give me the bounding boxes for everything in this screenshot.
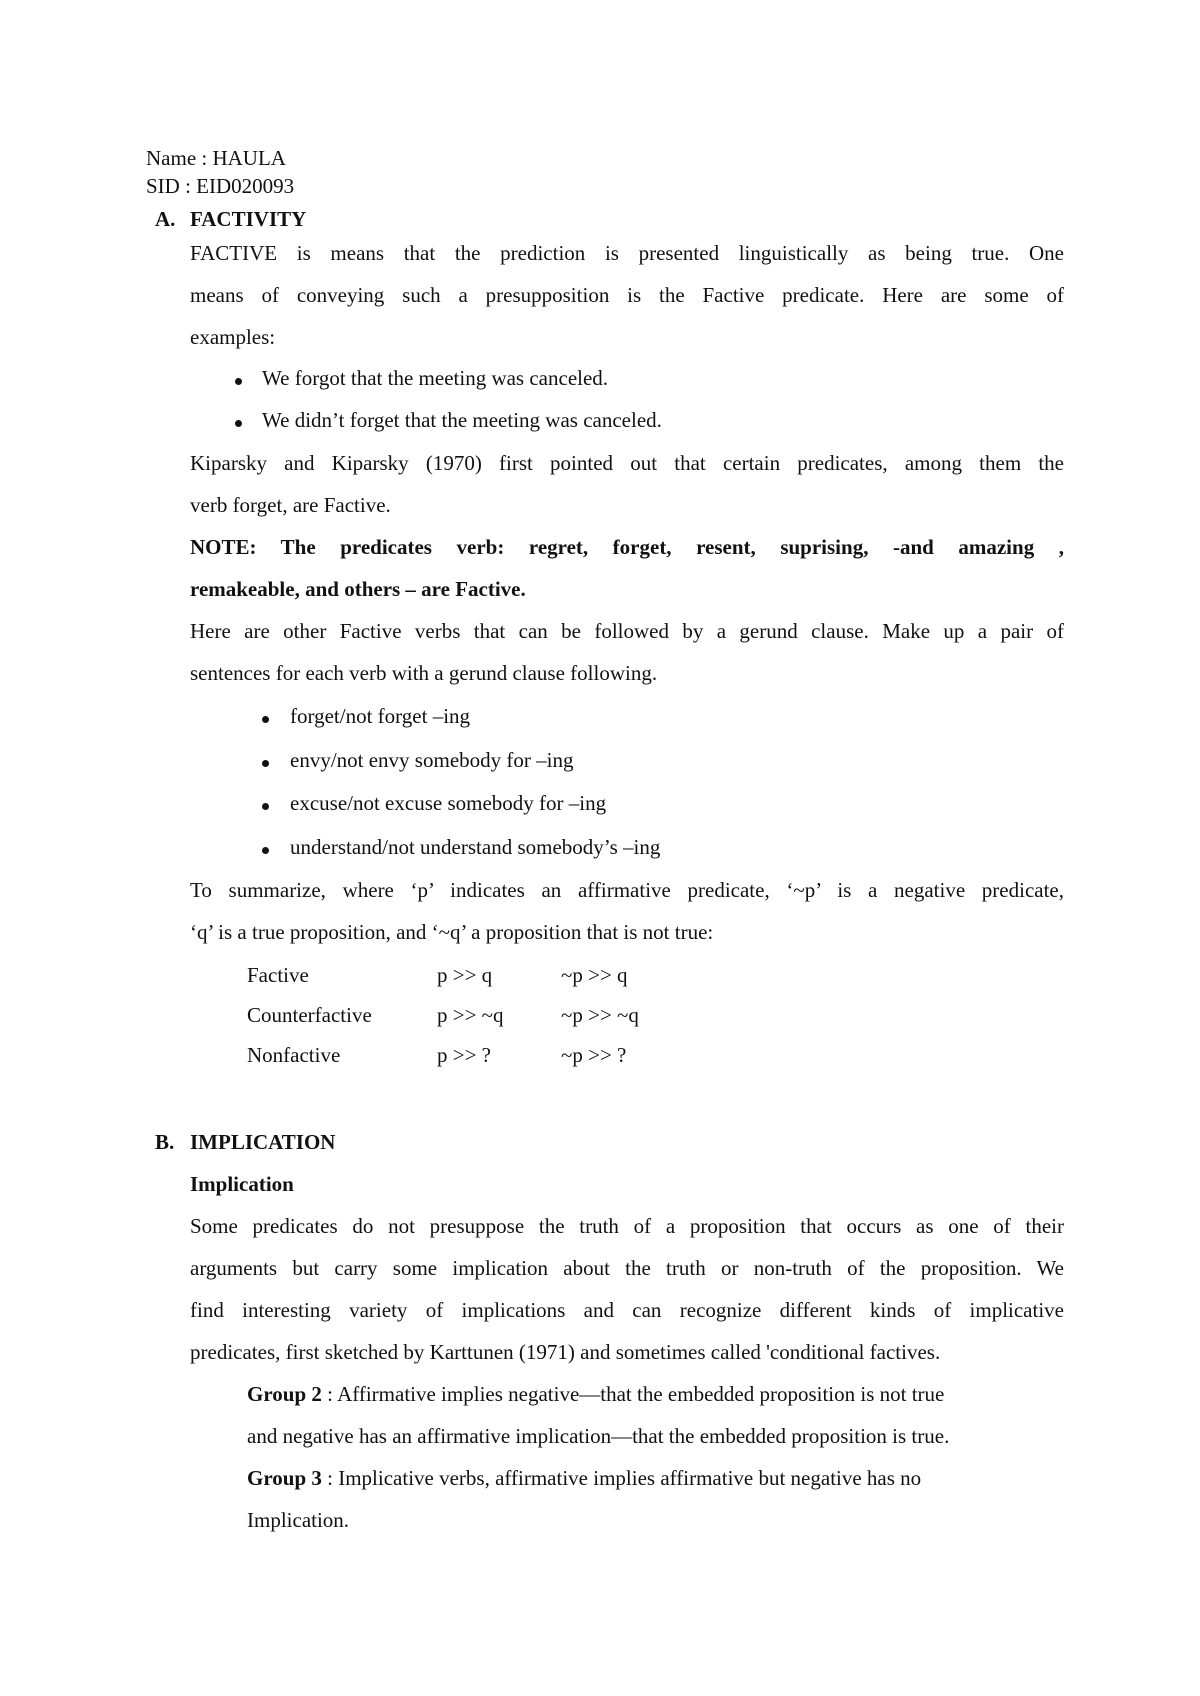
group2-line1 xyxy=(247,1382,1064,1407)
section-a-title: FACTIVITY xyxy=(190,207,307,231)
table-row-label: Factive xyxy=(247,963,309,987)
verb-item: excuse/not excuse somebody for –ing xyxy=(290,791,607,815)
verb-item: envy/not envy somebody for –ing xyxy=(290,748,574,772)
section-b-para1-line4: predicates, first sketched by Karttunen (1971) and sometimes called 'conditional factives. xyxy=(190,1340,941,1364)
group2-text: : Affirmative implies negative—that the embedded proposition is not true xyxy=(321,1382,945,1406)
bullet-icon xyxy=(235,420,242,427)
example-item: We forgot that the meeting was canceled. xyxy=(262,366,609,390)
section-a-marker: A. xyxy=(155,207,176,231)
section-a-para2-line2: verb forget, are Factive. xyxy=(190,493,391,517)
section-a-para3-line1: Here are other Factive verbs that can be followed by a gerund clause. Make up a pair of xyxy=(190,619,1064,643)
section-a-para1-line3: examples: xyxy=(190,325,276,349)
section-a-para1-line1: FACTIVE is means that the prediction is presented linguistically as being true. One xyxy=(190,241,1064,265)
bullet-icon xyxy=(235,378,242,385)
verb-item: understand/not understand somebody’s –ing xyxy=(290,835,661,859)
section-a-para3-line2: sentences for each verb with a gerund clause following. xyxy=(190,661,658,685)
note-line1: NOTE: The predicates verb: regret, forget, resent, suprising, -and amazing , xyxy=(190,535,1064,559)
group2-line2: and negative has an affirmative implication—that the embedded proposition is true. xyxy=(247,1424,950,1448)
section-b-subtitle: Implication xyxy=(190,1172,294,1196)
bullet-icon xyxy=(262,716,269,723)
bullet-icon xyxy=(262,803,269,810)
table-cell-affirmative: p >> q xyxy=(437,963,493,987)
bullet-icon xyxy=(262,760,269,767)
summary-line2: ‘q’ is a true proposition, and ‘~q’ a proposition that is not true: xyxy=(190,920,714,944)
table-row-label: Nonfactive xyxy=(247,1043,341,1067)
section-b-title: IMPLICATION xyxy=(190,1130,336,1154)
section-a-para1-line2: means of conveying such a presupposition is the Factive predicate. Here are some of xyxy=(190,283,1064,307)
section-b-para1-line3: find interesting variety of implications and can recognize different kinds of implicative xyxy=(190,1298,1064,1322)
example-item: We didn’t forget that the meeting was canceled. xyxy=(262,408,662,432)
student-name: Name : HAULA xyxy=(146,146,286,170)
table-cell-negative: ~p >> ~q xyxy=(561,1003,639,1027)
table-cell-affirmative: p >> ~q xyxy=(437,1003,504,1027)
section-b-marker: B. xyxy=(155,1130,175,1154)
table-row-label: Counterfactive xyxy=(247,1003,372,1027)
section-a-para2-line1: Kiparsky and Kiparsky (1970) first pointed out that certain predicates, among them the xyxy=(190,451,1064,475)
group3-line2: Implication. xyxy=(247,1508,350,1532)
verb-item: forget/not forget –ing xyxy=(290,704,471,728)
summary-line1: To summarize, where ‘p’ indicates an affirmative predicate, ‘~p’ is a negative predicate, xyxy=(190,878,1064,902)
bullet-icon xyxy=(262,847,269,854)
table-cell-affirmative: p >> ? xyxy=(437,1043,492,1067)
table-cell-negative: ~p >> ? xyxy=(561,1043,627,1067)
student-id: SID : EID020093 xyxy=(146,174,295,198)
section-b-para1-line1: Some predicates do not presuppose the truth of a proposition that occurs as one of their xyxy=(190,1214,1064,1238)
section-b-para1-line2: arguments but carry some implication about the truth or non-truth of the proposition. We xyxy=(190,1256,1064,1280)
table-cell-negative: ~p >> q xyxy=(561,963,628,987)
group3-text: : Implicative verbs, affirmative implies affirmative but negative has no xyxy=(321,1466,922,1490)
group3-line1 xyxy=(247,1466,1064,1491)
group2-label: Group 2 xyxy=(247,1382,322,1406)
note-line2: remakeable, and others – are Factive. xyxy=(190,577,526,601)
group3-label: Group 3 xyxy=(247,1466,322,1490)
